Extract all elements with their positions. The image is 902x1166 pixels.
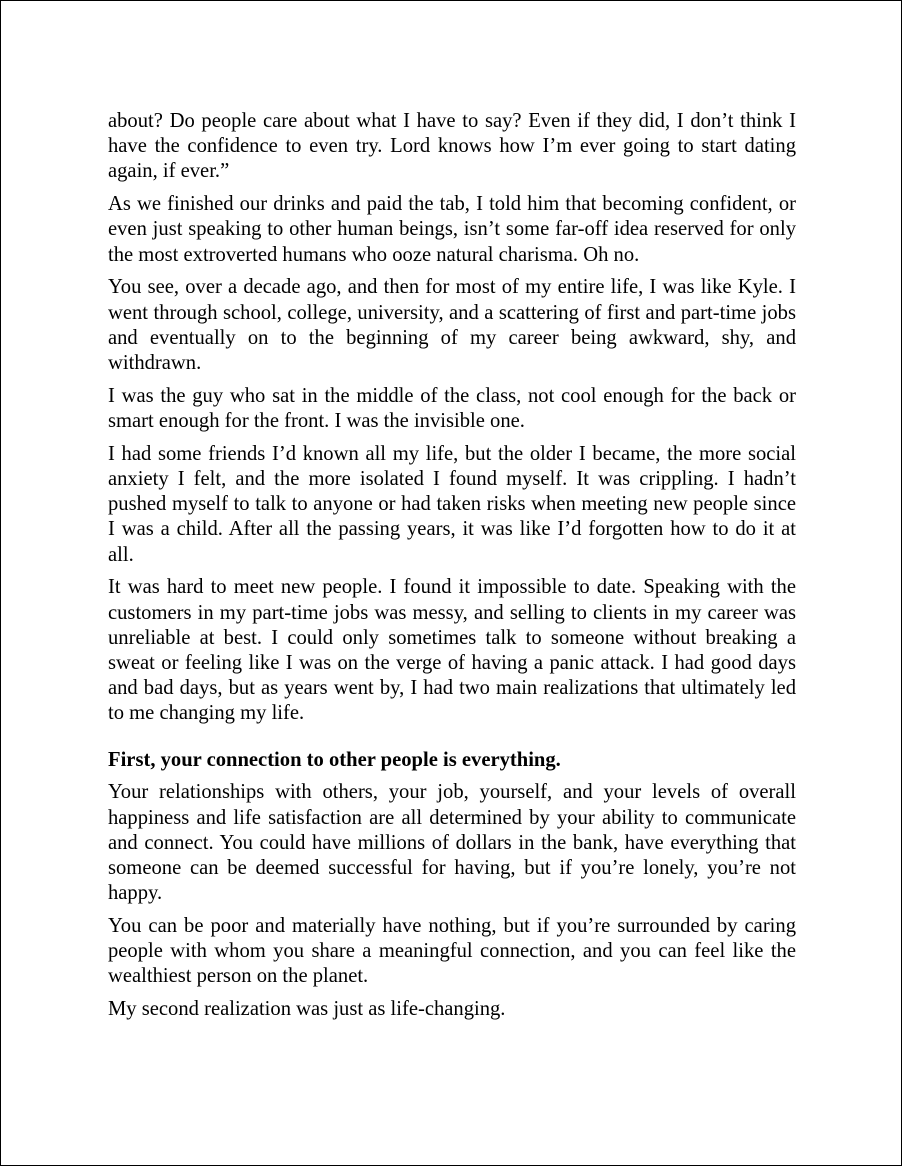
section-heading: First, your connection to other people is everything.	[108, 748, 561, 771]
paragraph: Your relationships with others, your job, yourself, and your levels of overall happiness and life satisfaction are all determined by your ability to communicate and connect. You could have millions of dollars in the bank, have everything that someone can be deemed successful for having, but if you’re lonely, you’re not happy.	[108, 781, 796, 905]
paragraph: I was the guy who sat in the middle of the class, not cool enough for the back or smart enough for the front. I was the invisible one.	[108, 384, 796, 433]
paragraph: My second realization was just as life-changing.	[108, 998, 506, 1021]
paragraph: about? Do people care about what I have to say? Even if they did, I don’t think I have the confidence to even try. Lord knows how I’m ever going to start dating again, if ever.”	[108, 110, 796, 183]
paragraph: As we finished our drinks and paid the tab, I told him that becoming confident, or even just speaking to other human beings, isn’t some far-off idea reserved for only the most extroverted humans who ooze natural charisma. Oh no.	[108, 193, 796, 266]
paragraph: You can be poor and materially have nothing, but if you’re surrounded by caring people with whom you share a meaningful connection, and you can feel like the wealthiest person on the planet.	[108, 915, 796, 988]
paragraph: It was hard to meet new people. I found it impossible to date. Speaking with the customers in my part-time jobs was messy, and selling to clients in my career was unreliable at best. I could only sometimes talk to someone without breaking a sweat or feeling like I was on the verge of having a panic attack. I had good days and bad days, but as years went by, I had two main realizations that ultimately led to me changing my life.	[108, 576, 796, 725]
paragraph: You see, over a decade ago, and then for most of my entire life, I was like Kyle. I went through school, college, university, and a scattering of first and part-time jobs and eventually on to the beginning of my career being awkward, shy, and withdrawn.	[108, 276, 796, 375]
paragraph: I had some friends I’d known all my life, but the older I became, the more social anxiety I felt, and the more isolated I found myself. It was crippling. I hadn’t pushed myself to talk to anyone or had taken risks when meeting new people since I was a child. After all the passing years, it was like I’d forgotten how to do it at all.	[108, 442, 796, 566]
document-body	[108, 109, 796, 1030]
